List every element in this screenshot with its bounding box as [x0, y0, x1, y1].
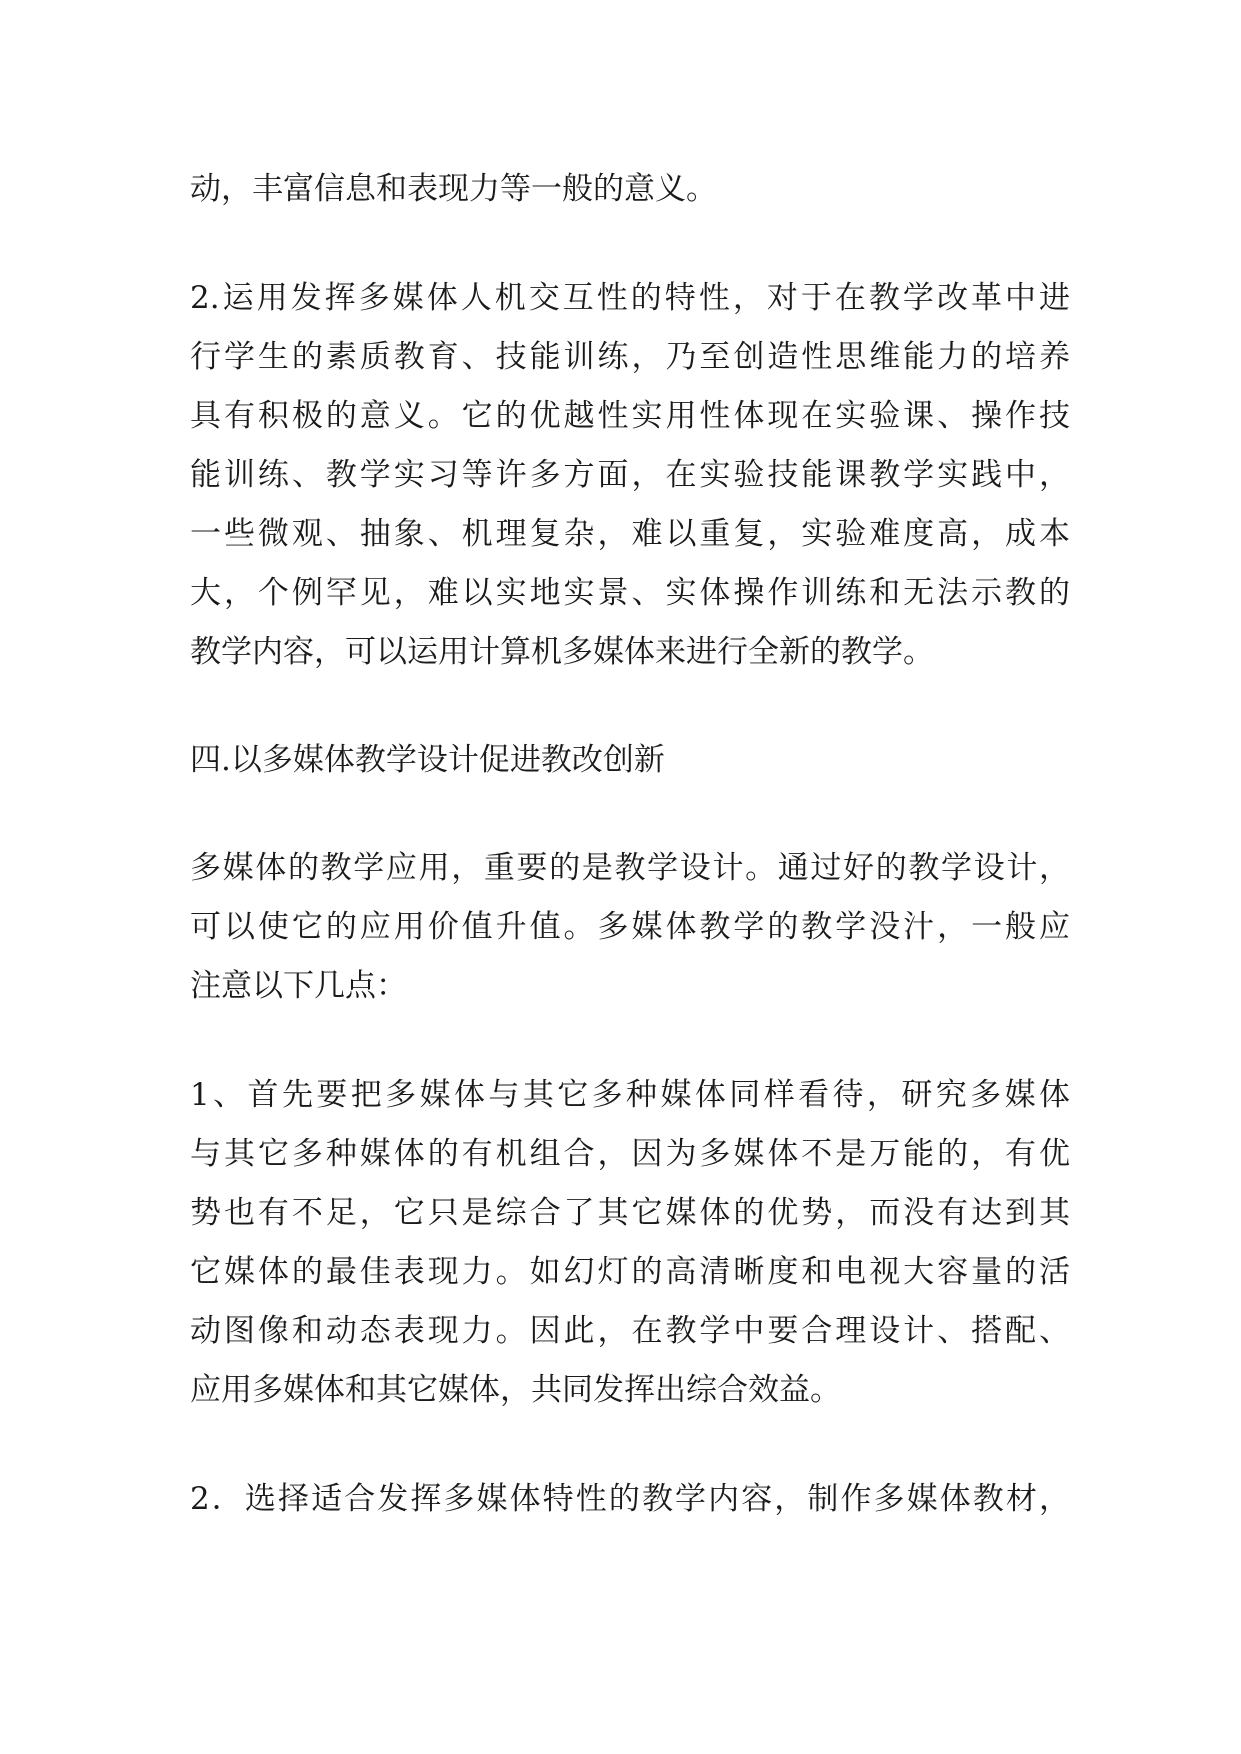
text-line: 势也有不足，它只是综合了其它媒体的优势，而没有达到其 [190, 1195, 1070, 1231]
text-line: 多媒体的教学应用，重要的是教学设计。通过好的教学设计， [190, 850, 1070, 886]
text-line: 2.运用发挥多媒体人机交互性的特性，对于在教学改革中进 [190, 280, 1070, 316]
paragraph-continuation [190, 160, 1070, 219]
paragraph-point-2 [190, 1470, 1070, 1529]
text-line: 四.以多媒体教学设计促进教改创新 [190, 742, 665, 778]
text-line: 能训练、教学实习等许多方面，在实验技能课教学实践中， [190, 457, 1070, 493]
text-line: 可以使它的应用价值升值。多媒体教学的教学没汁，一般应 [190, 909, 1070, 945]
text-line: 2．选择适合发挥多媒体特性的教学内容，制作多媒体教材， [190, 1481, 1070, 1517]
section-heading [190, 731, 1070, 790]
text-line: 教学内容，可以运用计算机多媒体来进行全新的教学。 [190, 634, 934, 670]
paragraph-point-1 [190, 1066, 1070, 1420]
text-line: 注意以下几点： [190, 968, 407, 1004]
text-line: 它媒体的最佳表现力。如幻灯的高清晰度和电视大容量的活 [190, 1254, 1070, 1290]
paragraph-item-2 [190, 269, 1070, 682]
paragraph-intro [190, 839, 1070, 1016]
text-line: 应用多媒体和其它媒体，共同发挥出综合效益。 [190, 1372, 841, 1408]
document-body [190, 160, 1070, 1529]
text-line: 1、首先要把多媒体与其它多种媒体同样看待，研究多媒体 [190, 1077, 1070, 1113]
text-line: 一些微观、抽象、机理复杂，难以重复，实验难度高，成本 [190, 516, 1070, 552]
text-line: 动，丰富信息和表现力等一般的意义。 [190, 171, 717, 207]
text-line: 大，个例罕见，难以实地实景、实体操作训练和无法示教的 [190, 575, 1070, 611]
text-line: 与其它多种媒体的有机组合，因为多媒体不是万能的，有优 [190, 1136, 1070, 1172]
text-line: 具有积极的意义。它的优越性实用性体现在实验课、操作技 [190, 398, 1070, 434]
text-line: 行学生的素质教育、技能训练，乃至创造性思维能力的培养 [190, 339, 1070, 375]
text-line: 动图像和动态表现力。因此，在教学中要合理设计、搭配、 [190, 1313, 1070, 1349]
